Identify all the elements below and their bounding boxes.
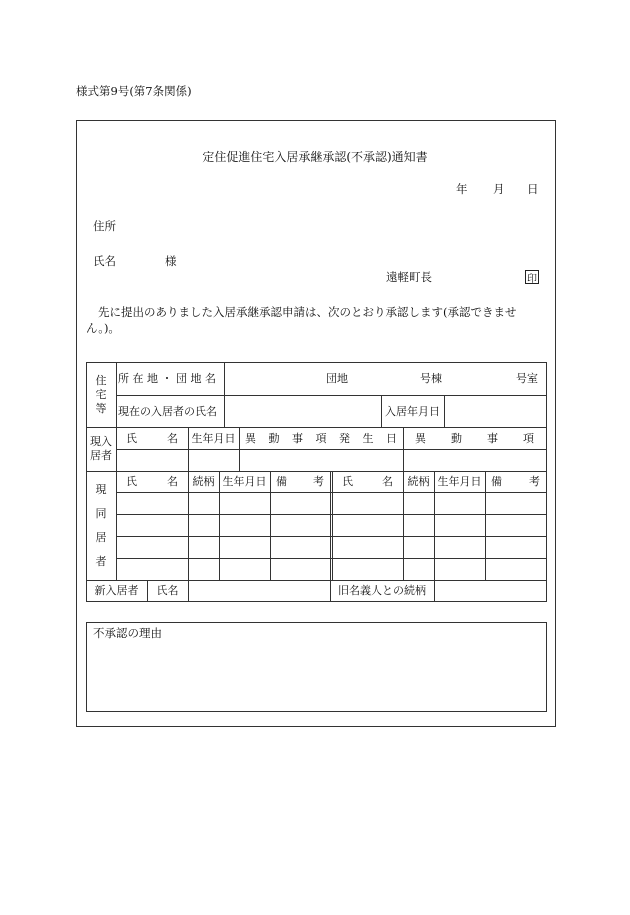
- seal-mark: 印: [525, 270, 539, 284]
- move-in-date-label: 入居年月日: [385, 404, 440, 418]
- cohabitant-header-birth-left: 生年月日: [222, 475, 267, 488]
- housing-label: 住 宅 等: [95, 373, 107, 415]
- issuer: 遠軽町長: [386, 270, 432, 284]
- body-text: 先に提出のありました入居承継承認申請は、次のとおり承認します(承認できません。)。: [86, 305, 517, 335]
- date-month: 月: [493, 182, 505, 196]
- cohabitant-header-remarks-left: 備 考: [276, 475, 324, 488]
- name-label: 氏名: [93, 254, 116, 268]
- cohabitant-header-name-left: 氏 名: [126, 475, 178, 488]
- location-label: 所 在 地 ・ 団 地 名: [118, 372, 216, 385]
- address-label: 住所: [93, 219, 116, 233]
- new-resident-name-label: 氏名: [156, 584, 179, 597]
- current-resident-name-label: 現在の入居者の氏名: [118, 404, 217, 418]
- header-birth-date: 生年月日: [191, 431, 236, 445]
- body-paragraph: [86, 304, 548, 336]
- reason-label: 不承認の理由: [93, 626, 162, 640]
- cohabitant-header-relation-left: 続柄: [192, 475, 215, 488]
- honorific: 様: [165, 254, 177, 268]
- cohabitant-header-name-right: 氏 名: [342, 475, 393, 488]
- relation-to-former-label: 旧名義人との続柄: [338, 584, 426, 597]
- room-number-label: 号室: [516, 372, 538, 385]
- date-day: 日: [527, 182, 539, 196]
- header-change-event-date: 異 動 事 項 発 生 日: [245, 431, 397, 445]
- cohabitant-header-remarks-right: 備 考: [491, 475, 540, 488]
- cohabitant-header-relation-right: 続柄: [407, 475, 430, 488]
- danchi-label: 団地: [326, 372, 348, 385]
- current-resident-label: 現入 居者: [90, 435, 112, 462]
- document-title: 定住促進住宅入居承継承認(不承認)通知書: [202, 150, 428, 164]
- cohabitant-header-birth-right: 生年月日: [437, 475, 482, 488]
- header-change-items: 異 動 事 項: [415, 431, 534, 445]
- form-number: 様式第9号(第7条関係): [76, 84, 192, 98]
- header-name: 氏 名: [126, 431, 178, 445]
- new-resident-label: 新入居者: [94, 584, 139, 597]
- building-number-label: 号棟: [420, 372, 442, 385]
- cohabitant-label: 現 同 居 者: [95, 482, 107, 569]
- date-year: 年: [456, 182, 468, 196]
